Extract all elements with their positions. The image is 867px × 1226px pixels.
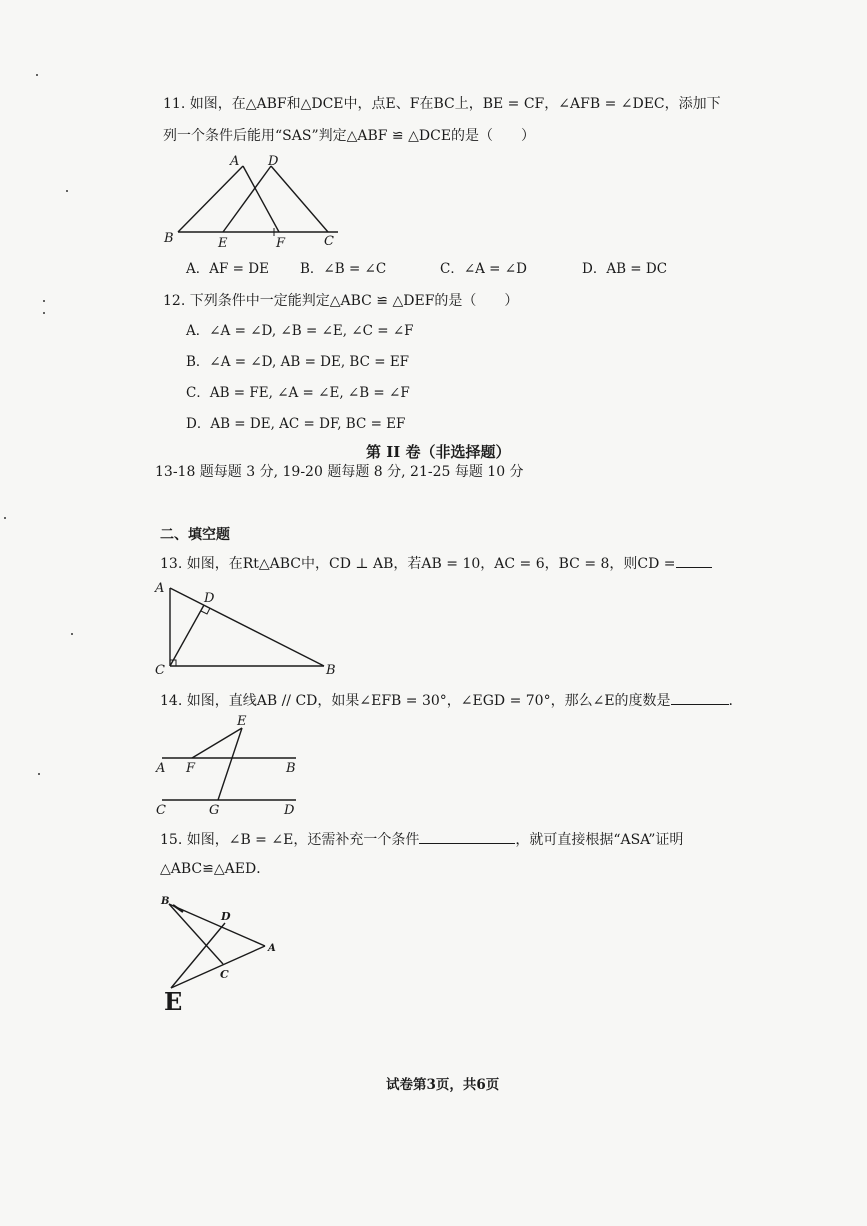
q14-answer-blank[interactable] <box>671 690 729 705</box>
q12-option-a[interactable]: A．∠A = ∠D, ∠B = ∠E, ∠C = ∠F <box>186 323 414 339</box>
q14-label-c: C <box>156 803 166 818</box>
scan-speck <box>71 633 73 635</box>
q11-option-d[interactable]: D．AB = DC <box>582 261 668 277</box>
q11-figure <box>160 150 350 250</box>
q13-label-d: D <box>204 591 215 606</box>
q11-label-a: A <box>230 154 240 169</box>
q15-stem-line1 <box>160 829 683 849</box>
q11-label-b: B <box>164 231 174 246</box>
q13-answer-blank[interactable] <box>676 553 712 568</box>
q15-label-e: E <box>164 987 183 1016</box>
q15-label-a: A <box>268 943 276 954</box>
q15-segment-ba <box>169 904 265 946</box>
q13-stem-text: 13. 如图，在Rt△ABC中，CD ⊥ AB，若AB = 10，AC = 6，BC = 8，则CD = <box>160 556 676 572</box>
q15-figure <box>155 890 285 1015</box>
q11-option-b[interactable]: B．∠B = ∠C <box>300 261 387 277</box>
scan-speck <box>43 312 45 314</box>
q15-stem-part2: ，就可直接根据“ASA”证明 <box>515 832 684 848</box>
q13-label-a: A <box>155 581 165 596</box>
q13-segment-cd <box>170 605 204 666</box>
q11-label-d: D <box>268 154 279 169</box>
q12-option-c[interactable]: C．AB = FE, ∠A = ∠E, ∠B = ∠F <box>186 385 410 401</box>
scan-speck <box>43 300 45 302</box>
q14-label-a: A <box>156 761 166 776</box>
q15-answer-blank[interactable] <box>419 829 515 844</box>
q11-label-c: C <box>324 234 334 249</box>
q13-label-b: B <box>326 663 336 678</box>
q11-segment-ab <box>178 166 243 232</box>
q14-label-d: D <box>284 803 295 818</box>
q14-segment-eg <box>218 728 242 800</box>
q11-stem-line1: 11. 如图，在△ABF和△DCE中，点E、F在BC上，BE = CF，∠AFB = ∠DEC，添加下 <box>163 96 721 112</box>
q14-label-g: G <box>209 803 220 818</box>
q11-segment-ed <box>223 166 271 232</box>
q14-stem-text: 14. 如图，直线AB // CD，如果∠EFB = 30°，∠EGD = 70°，那么∠E的度数是 <box>160 693 671 709</box>
q15-segment-ed <box>171 923 225 988</box>
part2-scoring: 13-18 题每题 3 分, 19-20 题每题 8 分, 21-25 每题 10 分 <box>155 464 524 480</box>
page-footer: 试卷第3页，共6页 <box>386 1077 500 1093</box>
q14-segment-fe <box>192 728 242 758</box>
q14-label-f: F <box>186 761 196 776</box>
q14-figure <box>150 714 310 818</box>
q15-label-b: B <box>161 896 170 907</box>
q14-stem-end: . <box>728 693 733 709</box>
q15-stem-part1: 15. 如图，∠B = ∠E，还需补充一个条件 <box>160 832 420 848</box>
q13-figure <box>150 578 350 678</box>
scan-speck <box>38 773 40 775</box>
q11-option-a[interactable]: A．AF = DE <box>186 261 269 277</box>
q11-segment-dc <box>271 166 328 232</box>
q14-stem <box>160 690 733 710</box>
q11-option-c[interactable]: C．∠A = ∠D <box>440 261 527 277</box>
q15-segment-bc <box>169 904 223 964</box>
q11-label-e: E <box>218 236 228 251</box>
q12-option-b[interactable]: B．∠A = ∠D, AB = DE, BC = EF <box>186 354 410 370</box>
q15-segment-ea <box>171 946 265 988</box>
q14-label-b: B <box>286 761 296 776</box>
q15-label-d: D <box>221 910 231 923</box>
q15-stem-line2: △ABC≌△AED． <box>160 861 271 877</box>
section2-heading: 二、填空题 <box>160 527 230 543</box>
q13-label-c: C <box>155 663 165 678</box>
q12-option-d[interactable]: D．AB = DE, AC = DF, BC = EF <box>186 416 406 432</box>
q11-segment-af <box>243 166 279 232</box>
q13-stem <box>160 553 712 573</box>
q15-label-c: C <box>220 968 229 981</box>
q13-segment-ab <box>170 588 324 666</box>
scan-speck <box>4 517 6 519</box>
q14-label-e: E <box>237 714 247 729</box>
scan-speck <box>36 74 38 76</box>
q12-stem: 12. 下列条件中一定能判定△ABC ≌ △DEF的是（ ） <box>163 293 519 309</box>
q11-stem-line2: 列一个条件后能用“SAS”判定△ABF ≌ △DCE的是（ ） <box>163 128 536 144</box>
scan-speck <box>66 190 68 192</box>
part2-title: 第 II 卷（非选择题） <box>366 443 511 461</box>
q11-label-f: F <box>276 236 286 251</box>
